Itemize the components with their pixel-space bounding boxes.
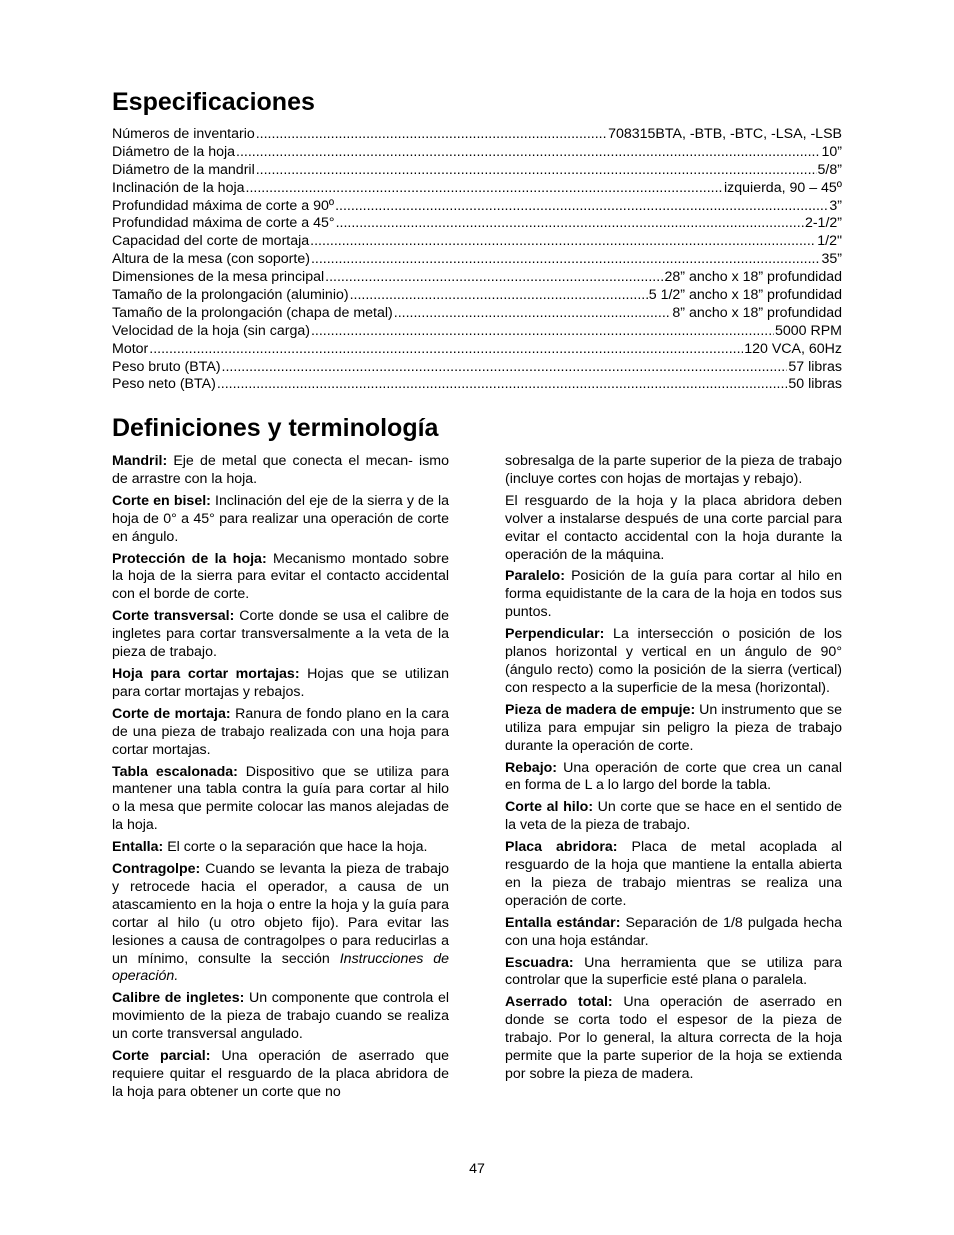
spec-label: Números de inventario [112,126,255,142]
spec-label: Tamaño de la prolongación (aluminio) [112,287,349,304]
spec-value: 2-1/2” [804,215,842,232]
definition-term: Contragolpe: [112,861,201,878]
spec-row [112,162,842,180]
definitions-title: Definiciones y terminología [112,414,439,442]
definition-text: El corte o la separación que hace la hoja. [163,839,428,856]
dot-leader [246,180,724,198]
spec-row [112,126,842,144]
spec-row [112,359,842,377]
spec-value: 5 1/2” ancho x 18” profundidad [648,287,842,304]
definition-text: Una operación de aserrado en donde se corta todo el espesor de la pieza de trabajo. Por lo general, la altura correcta de la hoja permite que la parte superior de la hoja se extienda por sobre la pieza de madera. [505,994,842,1082]
page-number: 47 [469,1161,485,1177]
definition-item [112,861,449,986]
spec-row [112,323,842,341]
spec-label: Peso bruto (BTA) [112,358,221,375]
definition-item [505,799,842,835]
definition-term: Aserrado total: [505,994,613,1011]
definition-text: Posición de la guía para cortar al hilo en forma equidistante de la cara de la hoja en todos sus puntos. [505,568,842,621]
spec-row [112,180,842,198]
spec-row [112,251,842,269]
definition-term: Pieza de madera de empuje: [505,701,696,718]
spec-label: Capacidad del corte de mortaja [112,233,310,250]
spec-row [112,376,842,394]
spec-label: Dimensiones de la mesa principal [112,269,325,286]
definition-item [505,568,842,622]
spec-value: 708315BTA, -BTB, -BTC, -LSA, -LSB [608,126,842,142]
spec-value: 10” [821,143,842,160]
definition-item [112,990,449,1044]
spec-value: 5000 RPM [774,322,842,339]
definition-item [112,453,449,489]
dot-leader [350,287,648,305]
spec-label: Diámetro de la mandril [112,161,255,178]
dot-leader [394,305,672,323]
definition-text: Una operación de aserrado que requiere quitar el resguardo de la placa abridora de la hoja para obtener un corte que no [112,1048,449,1100]
spec-label: Altura de la mesa (con soporte) [112,251,310,268]
definition-text: Un componente que controla el movimiento de la pieza de trabajo cuando se realiza un corte transversal angulado. [112,990,450,1043]
definition-term: Perpendicular: [505,626,605,643]
spec-label: Profundidad máxima de corte a 45° [112,215,335,232]
definition-term: Corte al hilo: [505,799,594,816]
spec-value: 50 libras [788,376,842,393]
spec-value: 28” ancho x 18” profundidad [664,269,842,286]
definition-item [112,666,449,702]
spec-value: 1/2" [817,233,842,250]
definition-item [505,493,842,565]
spec-row [112,144,842,162]
definition-text: Cuando se levanta la pieza de trabajo y retrocede hacia el operador, a causa de un atascamiento en la hoja o entre la hoja y la guía para cortar al hilo (u otro objeto fijo). Para evitar las lesiones a causa de contragolpes o para reducirlas a un mínimo, consulte la sección [112,861,449,967]
dot-leader [222,359,788,377]
spec-label: Peso neto (BTA) [112,376,216,393]
dot-leader [149,341,743,359]
definition-text: Ranura de fondo plano en la cara de una pieza de trabajo realizada con una hoja para cortar mortajas. [112,705,449,758]
definition-item [112,551,449,605]
spec-value: 57 libras [788,358,842,375]
definition-text: Separación de 1/8 pulgada hecha con una hoja estándar. [505,914,843,949]
spec-label: Profundidad máxima de corte a 90º [112,197,335,214]
definition-text: Una herramienta que se utiliza para controlar que la superficie esté plana o paralela. [505,954,842,989]
definition-text: Un instrumento que se utiliza para empujar sin peligro la pieza de trabajo durante la operación de corte. [505,701,842,754]
definition-text: Placa de metal acoplada al resguardo de la hoja que mantiene la entalla abierta en la pieza de trabajo mientras se realiza una operación de corte. [505,839,842,909]
spec-value: 120 VCA, 60Hz [744,340,842,357]
definition-item [112,1048,449,1102]
definition-term: Entalla estándar: [505,914,621,931]
definition-term: Corte transversal: [112,608,235,625]
definition-text: El resguardo de la hoja y la placa abridora deben volver a instalarse después de una corte parcial para evitar el contacto accidental con la hoja durante la operación de la máquina. [505,492,842,563]
spec-value: 5/8” [817,161,842,178]
definition-term: Escuadra: [505,954,574,971]
spec-label: Tamaño de la prolongación (chapa de metal) [112,304,393,321]
definition-text: La intersección o posición de los planos horizontal y vertical en un ángulo de 90° (ángulo recto) como la posición de la sierra (vertical) con respecto a la superficie de la mesa (horizontal). [505,626,842,696]
definition-item [505,839,842,911]
spec-value: 35” [821,251,842,268]
definition-text: sobresalga de la parte superior de la pieza de trabajo (incluye cortes con hojas de mortajas y rebajo). [505,453,842,487]
definition-term: Hoja para cortar mortajas: [112,665,300,682]
definition-item [112,706,449,760]
definition-term: Paralelo: [505,568,565,585]
definition-item [505,453,842,489]
specifications-list [112,126,842,394]
spec-label: Velocidad de la hoja (sin carga) [112,322,310,339]
definition-term: Protección de la hoja: [112,550,267,567]
definition-text: Inclinación del eje de la sierra y de la hoja de 0° a 45° para realizar una operación de corte en ángulo. [112,492,449,545]
spec-row [112,269,842,287]
spec-row [112,215,842,233]
dot-leader [311,251,821,269]
definition-term: Calibre de ingletes: [112,990,245,1007]
definition-text: Dispositivo que se utiliza para mantener una tabla contra la guía para cortar al hilo o la mesa que permite colocar las manos alejadas de la hoja. [112,763,449,834]
spec-label: Inclinación de la hoja [112,179,245,196]
dot-leader [311,323,774,341]
definition-item [505,994,842,1084]
spec-label: Motor [112,340,149,357]
definition-item [505,955,842,991]
dot-leader [236,144,820,162]
dot-leader [217,376,788,394]
definition-text: Mecanismo montado sobre la hoja de la sierra para evitar el contacto accidental con el borde de corte. [112,550,449,603]
spec-label: Diámetro de la hoja [112,143,236,160]
definitions-left-column [112,453,449,1106]
definition-term: Entalla: [112,839,164,856]
dot-leader [335,198,828,216]
dot-leader [310,233,816,251]
dot-leader [325,269,663,287]
page-title: Especificaciones [112,88,315,116]
definition-item [112,608,449,662]
dot-leader [256,162,817,180]
definition-term: Tabla escalonada: [112,763,238,780]
definition-text: Hojas que se utilizan para cortar mortajas y rebajos. [112,665,450,700]
definition-item [505,626,842,698]
definition-text: Una operación de corte que crea un canal en forma de L a lo largo del borde la tabla. [505,759,842,794]
definition-term: Mandril: [112,453,168,469]
spec-value: 8” ancho x 18” profundidad [672,304,842,321]
spec-row [112,305,842,323]
spec-value: izquierda, 90 – 45º [724,179,842,196]
definition-term: Corte de mortaja: [112,705,231,722]
spec-row [112,233,842,251]
definition-italic: Instrucciones de operación. [112,950,450,985]
definition-text: Corte donde se usa el calibre de ingletes para cortar transversalmente a la veta de la pieza de trabajo. [112,608,449,661]
definition-item [112,493,449,547]
definition-term: Rebajo: [505,759,558,776]
definition-text: Eje de metal que conecta el mecan- ismo de arrastre con la hoja. [112,453,449,487]
definitions-right-column [505,453,842,1088]
definition-item [505,702,842,756]
definition-item [112,839,449,857]
spec-row [112,198,842,216]
spec-value: 3” [829,197,842,214]
definition-term: Corte en bisel: [112,492,211,509]
definition-term: Corte parcial: [112,1048,211,1065]
definition-text: Un corte que se hace en el sentido de la veta de la pieza de trabajo. [505,799,842,834]
dot-leader [256,126,607,144]
definition-item [505,760,842,796]
spec-row [112,287,842,305]
definition-item [505,915,842,951]
spec-row [112,341,842,359]
definition-term: Placa abridora: [505,839,618,856]
definition-item [112,764,449,836]
dot-leader [336,215,804,233]
